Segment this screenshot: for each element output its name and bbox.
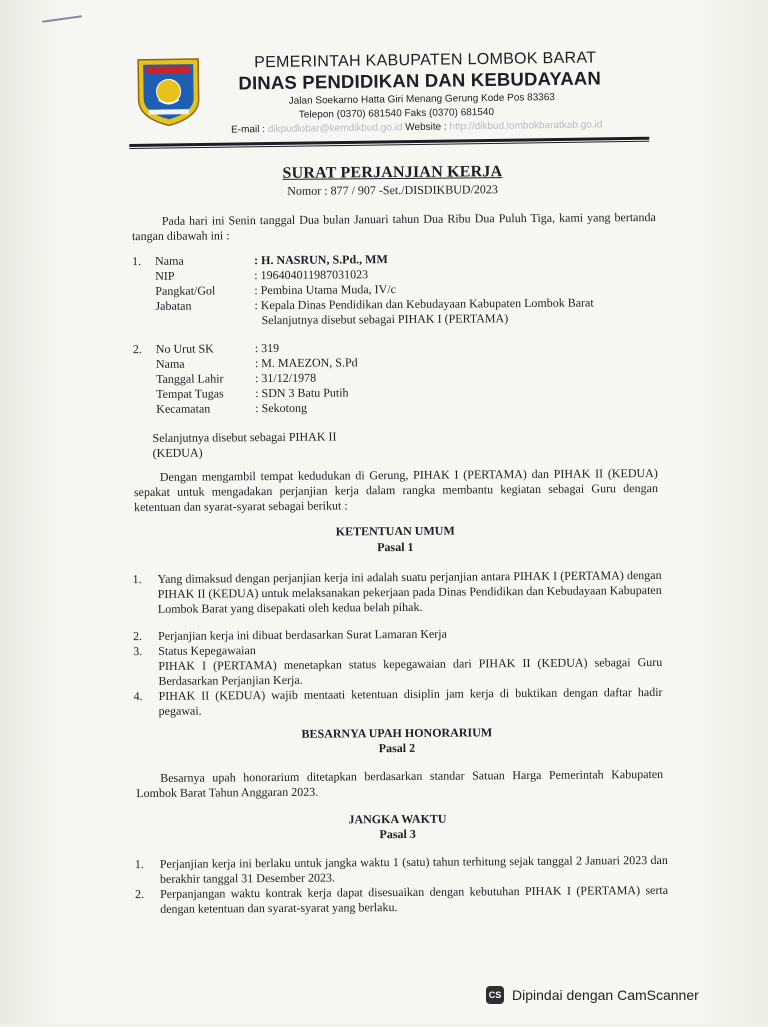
section2-pasal: Pasal 2 [378, 740, 416, 756]
camscanner-text: Dipindai dengan CamScanner [512, 987, 699, 1003]
s3-item1-text: Perjanjian kerja ini berlaku untuk jangka waktu 1 (satu) tahun terhitung sejak tanggal 2 Januari 2023 dan berakhir tanggal 31 Desember 2023. [159, 852, 668, 886]
party1-value-jabatan: : Kepala Dinas Pendidikan dan Kebudayaan Kabupaten Lombok Barat [254, 295, 594, 313]
intro-paragraph: Pada hari ini Senin tanggal Dua bulan Januari tahun Dua Ribu Dua Puluh Tiga, kami yang bertanda tangan dibawah ini : [131, 209, 656, 244]
party2-value-sk: : 319 [254, 340, 280, 356]
camscanner-logo-icon: CS [486, 986, 504, 1004]
website-link[interactable]: http://dikbud.lombokbaratkab.go.id [449, 119, 603, 133]
s1-item3-text: Status Kepegawaian [158, 643, 256, 658]
s1-item3-detail: PIHAK I (PERTAMA) menetapkan status kepegawaian dari PIHAK II (KEDUA) sebagai Guru Berdasarkan Perjanjian Kerja. [158, 654, 663, 688]
agency-address: Jalan Soekarno Hatta Giri Menang Gerung Kode Pos 83363 [288, 92, 556, 107]
email-label: E-mail : [231, 124, 266, 136]
party1-label-nama: Nama [155, 253, 184, 268]
party1-label-pangkat: Pangkat/Gol [155, 283, 216, 298]
party2-number: 2. [132, 342, 142, 357]
camscanner-watermark [486, 986, 699, 1004]
section1-heading: KETENTUAN UMUM [335, 523, 455, 539]
party1-label-jabatan: Jabatan [155, 298, 192, 313]
party2-value-tgl: : 31/12/1978 [254, 370, 317, 386]
s1-item2-number: 2. [133, 629, 143, 644]
section2-heading: BESARNYA UPAH HONORARIUM [301, 725, 493, 741]
party2-value-nama: : M. MAEZON, S.Pd [254, 355, 358, 371]
party2-label-kecamatan: Kecamatan [156, 401, 211, 416]
party1-value-pangkat: : Pembina Utama Muda, IV/c [254, 282, 397, 298]
party2-label-nama: Nama [155, 356, 185, 371]
party2-label-sk: No Urut SK [155, 341, 214, 356]
party2-note-cont: (KEDUA) [152, 445, 203, 460]
party1-number: 1. [132, 254, 142, 269]
party1-value-nip: : 196404011987031023 [254, 267, 369, 283]
s1-item4-number: 4. [133, 689, 143, 704]
website-label: Website : [405, 121, 447, 134]
party1-note: Selanjutnya disebut sebagai PIHAK I (PERTAMA) [261, 311, 509, 328]
email-link[interactable]: dikpudlobar@kemdikbud.go.id [267, 122, 403, 136]
agreement-paragraph: Dengan mengambil tempat kedudukan di Gerung, PIHAK I (PERTAMA) dan PIHAK II (KEDUA) sepakat untuk mengadakan perjanjian kerja dalam rangka membantu kegiatan sebagai Guru dengan ketentuan dan syarat-syarat sebagai berikut : [133, 465, 658, 515]
s1-item2-text: Perjanjian kerja ini dibuat berdasarkan Surat Lamaran Kerja [158, 626, 447, 643]
s3-item2-number: 2. [135, 887, 145, 902]
party2-label-tempat: Tempat Tugas [156, 386, 224, 401]
party1-value-nama: : H. NASRUN, S.Pd., MM [254, 252, 388, 268]
section2-text: Besarnya upah honorarium ditetapkan berdasarkan standar Satuan Harga Pemerintah Kabupaten Lombok Barat Tahun Anggaran 2023. [136, 766, 664, 801]
s3-item2-text: Perpanjangan waktu kontrak kerja dapat disesuaikan dengan kebutuhan PIHAK I (PERTAMA) serta dengan ketentuan dan syarat-syarat yang berlaku. [160, 882, 669, 916]
government-name: PEMERINTAH KABUPATEN LOMBOK BARAT [254, 49, 597, 72]
section3-heading: JANGKA WAKTU [348, 811, 447, 827]
section1-pasal: Pasal 1 [377, 539, 414, 555]
party2-value-tempat: : SDN 3 Batu Putih [255, 385, 349, 401]
document-number: Nomor : 877 / 907 -Set./DISDIKBUD/2023 [287, 182, 498, 198]
s1-item4-text: PIHAK II (KEDUA) wajib mentaati ketentuan disiplin jam kerja di buktikan dengan daftar hadir pegawai. [158, 684, 663, 718]
party2-label-tgl: Tanggal Lahir [155, 371, 224, 386]
section3-pasal: Pasal 3 [379, 826, 416, 842]
s1-item3-number: 3. [133, 644, 143, 659]
agency-name: DINAS PENDIDIKAN DAN KEBUDAYAAN [238, 67, 602, 94]
s3-item1-number: 1. [134, 857, 144, 872]
agency-phone: Telepon (0370) 681540 Faks (0370) 681540 [298, 106, 495, 121]
document-title: SURAT PERJANJIAN KERJA [282, 163, 503, 182]
party1-label-nip: NIP [155, 268, 175, 283]
party2-note: Selanjutnya disebut sebagai PIHAK II [152, 429, 337, 445]
s1-item1-text: Yang dimaksud dengan perjanjian kerja ini adalah suatu perjanjian antara PIHAK I (PERTAMA) dengan PIHAK II (KEDUA) untuk melaksanakan pekerjaan pada Dinas Pendidikan dan Kebudayaan Kabupaten Lombok Barat yang disepakati oleh kedua belah pihak. [157, 567, 662, 616]
party2-value-kecamatan: : Sekotong [255, 400, 307, 416]
s1-item1-number: 1. [132, 572, 142, 587]
